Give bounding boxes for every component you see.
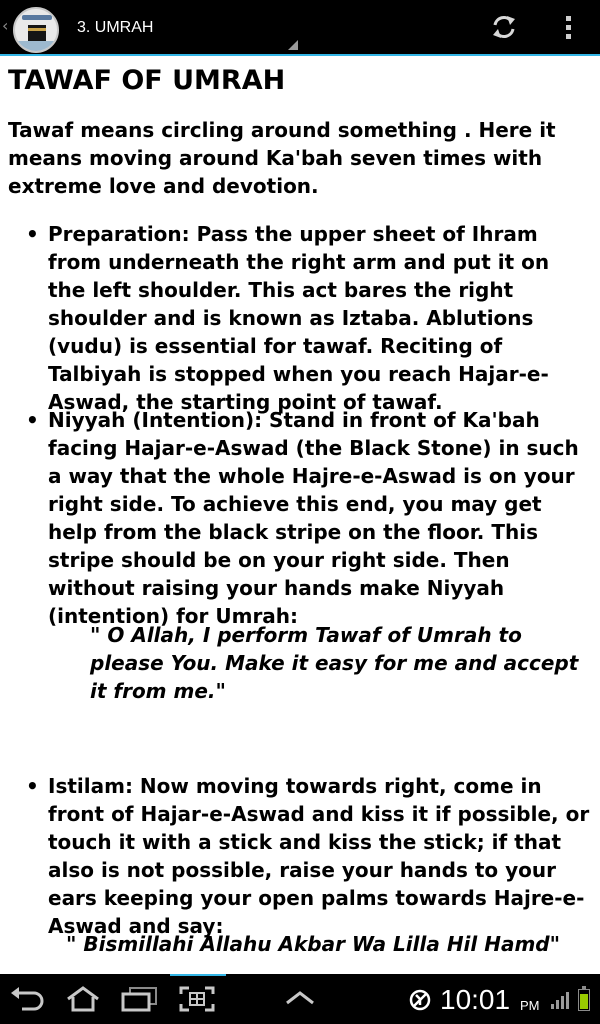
menu-up-icon[interactable] [284, 990, 316, 1006]
app-icon[interactable] [13, 7, 59, 53]
overflow-menu-icon[interactable] [560, 12, 576, 44]
refresh-icon[interactable] [490, 13, 518, 41]
dropdown-indicator-icon[interactable] [288, 40, 298, 50]
bullet-marker: • [26, 774, 39, 798]
home-icon[interactable] [64, 985, 102, 1013]
system-bar [0, 974, 600, 1024]
screenshot-highlight [170, 974, 226, 976]
bullet-marker: • [26, 222, 39, 246]
up-caret-icon[interactable]: ‹ [2, 16, 9, 35]
list-item-preparation: Preparation: Pass the upper sheet of Ihram from underneath the right arm and put it on the left shoulder. This act bares the right shoulder and is known as Iztaba. Ablutions (vudu) is essential for tawaf. Reciting of Talbiyah is stopped when you reach Hajar-e- Aswad, the starting point of tawaf. [48, 222, 550, 414]
no-sync-icon [408, 988, 432, 1012]
bullet-marker: • [26, 408, 39, 432]
article-content[interactable] [0, 58, 600, 974]
intro-paragraph: Tawaf means circling around something . Here it means moving around Ka'bah seven times with extreme love and devotion. [8, 118, 556, 198]
battery-icon [578, 989, 590, 1011]
clock-time: 10:01 [440, 984, 511, 1015]
clock-ampm: PM [520, 998, 540, 1013]
signal-icon [550, 990, 572, 1010]
article-heading: TAWAF OF UMRAH [8, 65, 286, 96]
list-item-istilam: Istilam: Now moving towards right, come in front of Hajar-e-Aswad and kiss it if possible, or touch it with a stick and kiss the stick; if that also is not possible, raise your hands to your ears keeping your open palms towards Hajre-e-Aswad and say: [48, 774, 590, 938]
list-item-niyyah: Niyyah (Intention): Stand in front of Ka'bah facing Hajar-e-Aswad (the Black Stone) in such a way that the whole Hajre-e-Aswad is on your right side. To achieve this end, you may get help from the black stripe on the floor. This stripe should be on your right side. Then without raising your hands make Niyyah (intention) for Umrah: [48, 408, 579, 628]
recent-apps-icon[interactable] [120, 985, 160, 1013]
niyyah-quote: " O Allah, I perform Tawaf of Umrah to please You. Make it easy for me and accept it from me." [90, 623, 579, 703]
back-icon[interactable] [8, 987, 46, 1011]
page-title[interactable]: 3. UMRAH [77, 19, 154, 36]
screenshot-icon[interactable] [178, 985, 216, 1013]
action-bar [0, 0, 600, 56]
istilam-quote: " Bismillahi Allahu Akbar Wa Lilla Hil Hamd" [66, 932, 561, 956]
